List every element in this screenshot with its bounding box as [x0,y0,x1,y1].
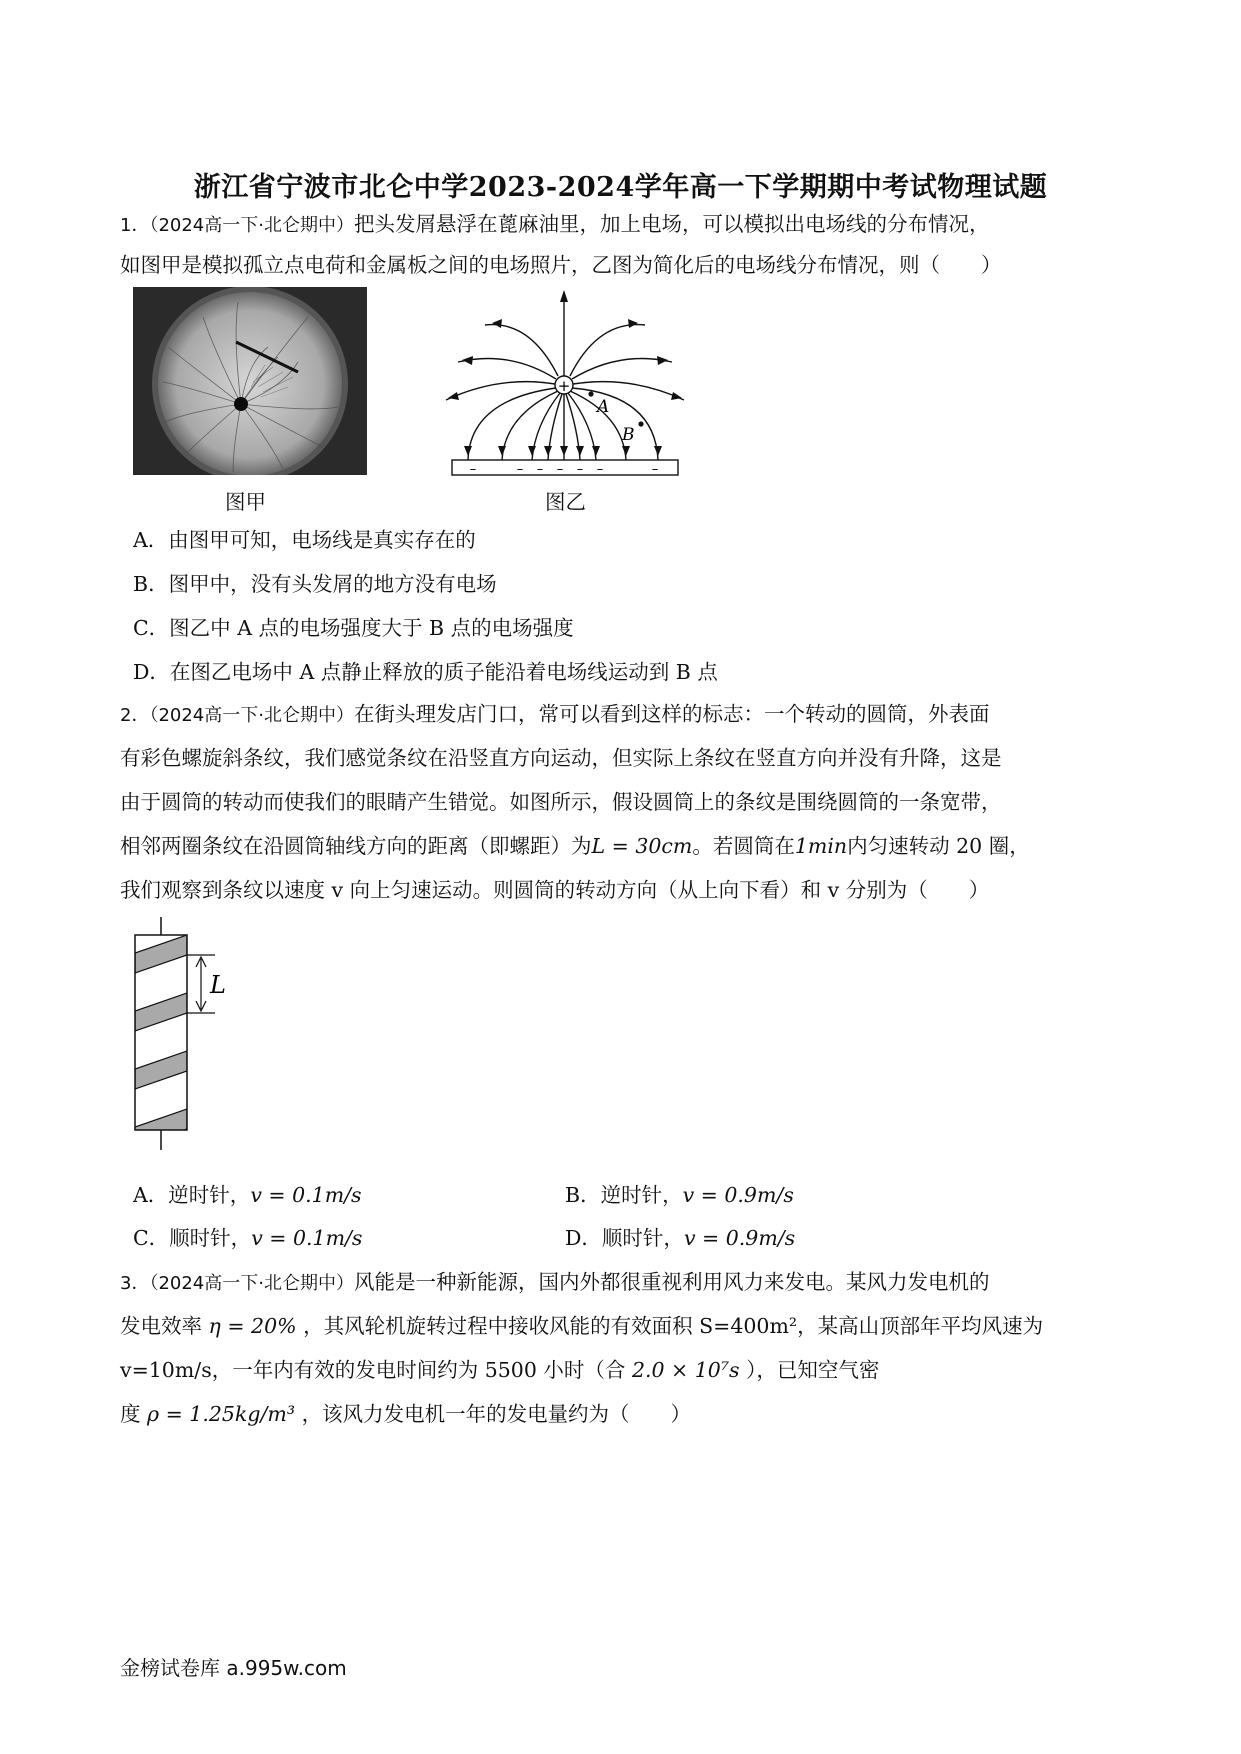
q2-option-c-math: v = 0.1m/s [251,1226,363,1250]
q3-text-line4b: ，该风力发电机一年的发电量约为（ ） [295,1402,692,1426]
q1-option-b[interactable]: B．图甲中，没有头发屑的地方没有电场 [133,572,497,596]
q3-line3 [120,1353,879,1383]
plate-minus-4: – [556,462,564,477]
q3-line4 [120,1397,691,1427]
q1-option-d[interactable]: D．在图乙电场中 A 点静止释放的质子能沿着电场线运动到 B 点 [133,660,718,684]
q3-density-math: ρ = 1.25kg/m³ [147,1402,296,1426]
q1-source: （2024高一下·北仑期中） [149,215,354,236]
q3-number: 3． [120,1273,150,1294]
q2-figure-barber-pole [120,915,250,1155]
q1-option-c[interactable]: C．图乙中 A 点的电场强度大于 B 点的电场强度 [133,616,574,640]
q2-line1 [120,697,989,727]
plate-minus-6: – [596,462,604,477]
q3-source: （2024高一下·北仑期中） [149,1273,354,1294]
q2-option-b-math: v = 0.9m/s [682,1183,794,1207]
plate-minus-2: – [516,462,524,477]
pitch-label-l: L [210,971,226,999]
q2-time-math: 1min [794,834,848,858]
q2-text-line4a: 相邻两圈条纹在沿圆筒轴线方向的距离（即螺距）为 [120,834,592,858]
q1-figure-diagram [440,290,690,480]
q2-text-line4c: 内匀速转动 20 圈， [847,834,1030,858]
q2-text-line3: 由于圆筒的转动而使我们的眼睛产生错觉。如图所示，假设圆筒上的条纹是围绕圆筒的一条宽带， [120,790,1002,814]
q2-option-b-label: B．逆时针， [565,1183,683,1207]
q3-text-line1: 风能是一种新能源，国内外都很重视利用风力来发电。某风力发电机的 [353,1270,990,1294]
q2-option-a[interactable] [133,1178,362,1208]
q1-figure-photo [133,287,367,475]
point-b-label: B [622,425,635,445]
q3-text-line3a: v=10m/s，一年内有效的发电时间约为 5500 小时（合 [120,1358,632,1382]
q2-option-d[interactable] [565,1221,795,1251]
q3-text-line4a: 度 [120,1402,148,1426]
q2-option-b[interactable] [565,1178,794,1208]
q2-option-c[interactable] [133,1221,362,1251]
q1-line1 [120,207,989,237]
q3-text-line3b: ），已知空气密 [739,1358,880,1382]
footer-source: 金榜试卷库 a.995w.com [120,1656,347,1680]
q2-source: （2024高一下·北仑期中） [149,705,354,726]
q3-line1 [120,1265,989,1295]
q3-text-line2b: ，其风轮机旋转过程中接收风能的有效面积 S=400m²，某高山顶部年平均风速为 [296,1314,1044,1338]
q2-option-c-label: C．顺时针， [133,1226,252,1250]
q2-text-line1: 在街头理发店门口，常可以看到这样的标志：一个转动的圆筒，外表面 [353,702,990,726]
plate-minus-3: – [536,462,544,477]
q2-text-line4b: 。若圆筒在 [692,834,795,858]
q2-line4 [120,829,1030,859]
page-title: 浙江省宁波市北仑中学2023-2024学年高一下学期期中考试物理试题 [193,172,1048,203]
q2-pitch-math: L = 30cm [591,834,693,858]
plate-minus-7: – [651,462,659,477]
q3-line2 [120,1309,1043,1339]
q3-efficiency-math: η = 20% [208,1314,297,1338]
q1-option-a[interactable]: A．由图甲可知，电场线是真实存在的 [133,528,476,552]
plate-minus-1: – [469,462,477,477]
q2-option-d-math: v = 0.9m/s [683,1226,796,1250]
q2-text-line2: 有彩色螺旋斜条纹，我们感觉条纹在沿竖直方向运动，但实际上条纹在竖直方向并没有升降，这是 [120,746,1002,770]
q1-text-line1: 把头发屑悬浮在蓖麻油里，加上电场，可以模拟出电场线的分布情况， [353,212,990,236]
point-a-label: A [597,397,610,417]
q3-time-math: 2.0 × 10⁷s [631,1358,740,1382]
charge-plus-label: + [557,377,571,395]
q2-option-d-label: D．顺时针， [565,1226,684,1250]
q1-figure-diagram-caption: 图乙 [545,490,586,514]
q2-text-line5: 我们观察到条纹以速度 v 向上匀速运动。则圆筒的转动方向（从上向下看）和 v 分别为（ ） [120,878,990,902]
q1-text-line2: 如图甲是模拟孤立点电荷和金属板之间的电场照片，乙图为简化后的电场线分布情况，则（ ） [120,253,1002,277]
q2-option-a-label: A．逆时针， [133,1183,251,1207]
q1-number: 1． [120,215,150,236]
q3-text-line2a: 发电效率 [120,1314,209,1338]
plate-minus-5: – [576,462,584,477]
q2-number: 2． [120,705,150,726]
q2-option-a-math: v = 0.1m/s [250,1183,362,1207]
q1-figure-photo-caption: 图甲 [225,490,266,514]
